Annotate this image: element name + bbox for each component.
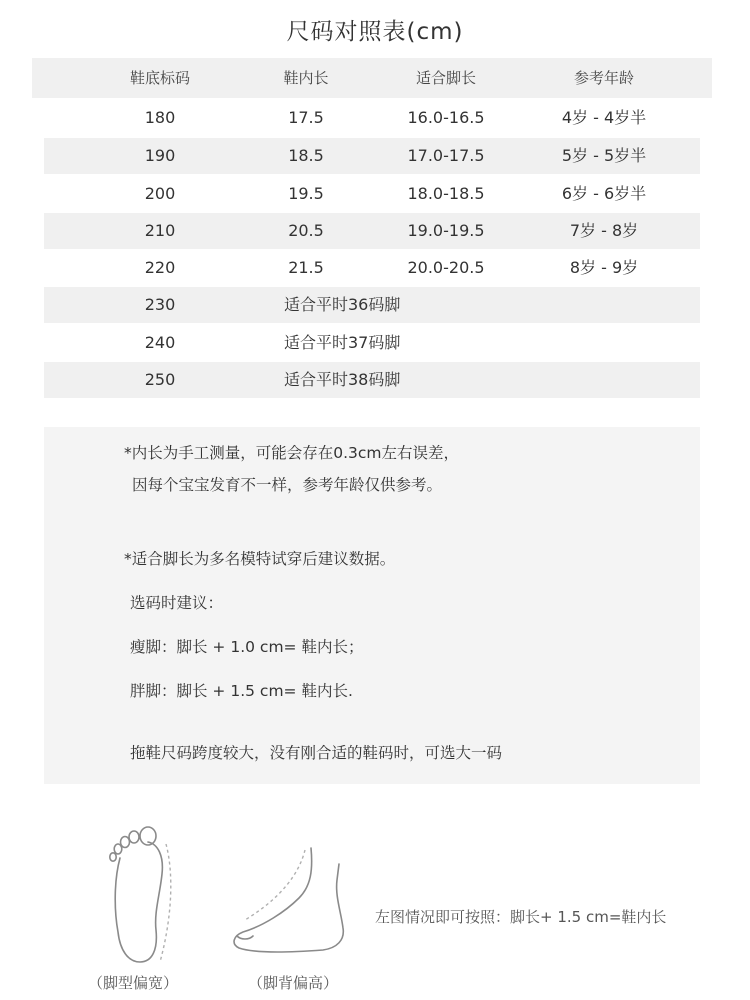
cell-code: 180 bbox=[144, 108, 176, 127]
table-row bbox=[44, 100, 700, 136]
table-row bbox=[44, 250, 700, 286]
note-measurement-error: *内长为手工测量，可能会存在0.3cm左右误差， bbox=[124, 444, 460, 462]
cell-age: 7岁 - 8岁 bbox=[569, 221, 639, 240]
cell-age: 4岁 - 4岁半 bbox=[561, 108, 647, 127]
cell-inner: 20.5 bbox=[288, 221, 324, 240]
cell-code: 230 bbox=[144, 295, 176, 314]
cell-code: 200 bbox=[144, 184, 176, 203]
cell-foot: 18.0-18.5 bbox=[407, 184, 485, 203]
cell-age: 8岁 - 9岁 bbox=[569, 258, 639, 277]
cell-inner: 18.5 bbox=[288, 146, 324, 165]
cell-age: 6岁 - 6岁半 bbox=[561, 184, 647, 203]
cell-inner: 19.5 bbox=[288, 184, 324, 203]
table-row bbox=[44, 138, 700, 174]
cell-code: 240 bbox=[144, 333, 176, 352]
cell-inner: 21.5 bbox=[288, 258, 324, 277]
cell-fit-note: 适合平时37码脚 bbox=[284, 333, 401, 352]
cell-age: 5岁 - 5岁半 bbox=[561, 146, 647, 165]
caption-high-instep: （脚背偏高） bbox=[248, 974, 339, 992]
table-row bbox=[44, 325, 700, 361]
caption-wide-foot: （脚型偏宽） bbox=[88, 974, 179, 992]
note-selection-heading: 选码时建议： bbox=[130, 594, 224, 612]
cell-foot: 20.0-20.5 bbox=[407, 258, 485, 277]
table-row bbox=[44, 362, 700, 398]
cell-fit-note: 适合平时38码脚 bbox=[284, 370, 401, 389]
notes-panel bbox=[44, 427, 700, 784]
cell-foot: 17.0-17.5 bbox=[407, 146, 485, 165]
wide-foot-sizing-note: 左图情况即可按照：脚长+ 1.5 cm=鞋内长 bbox=[375, 908, 667, 926]
wide-foot-icon bbox=[100, 822, 200, 972]
high-instep-foot-icon bbox=[225, 840, 355, 980]
table-row bbox=[44, 176, 700, 212]
header-sole-code: 鞋底标码 bbox=[129, 69, 190, 87]
note-age-reference: 因每个宝宝发育不一样，参考年龄仅供参考。 bbox=[132, 476, 443, 494]
cell-code: 210 bbox=[144, 221, 176, 240]
cell-code: 220 bbox=[144, 258, 176, 277]
note-thin-foot-rule: 瘦脚：脚长 + 1.0 cm= 鞋内长； bbox=[130, 638, 364, 656]
note-wide-foot-rule: 胖脚：脚长 + 1.5 cm= 鞋内长. bbox=[130, 682, 353, 700]
table-header-row bbox=[32, 58, 712, 98]
header-reference-age: 参考年龄 bbox=[573, 69, 634, 87]
note-foot-length-source: *适合脚长为多名模特试穿后建议数据。 bbox=[124, 550, 396, 568]
table-row bbox=[44, 213, 700, 249]
cell-inner: 17.5 bbox=[288, 108, 324, 127]
page-title: 尺码对照表(cm) bbox=[286, 19, 464, 45]
cell-foot: 19.0-19.5 bbox=[407, 221, 485, 240]
cell-code: 190 bbox=[144, 146, 176, 165]
table-row bbox=[44, 287, 700, 323]
header-foot-length: 适合脚长 bbox=[415, 69, 476, 87]
note-slipper-advice: 拖鞋尺码跨度较大，没有刚合适的鞋码时，可选大一码 bbox=[130, 744, 503, 762]
cell-fit-note: 适合平时36码脚 bbox=[284, 295, 401, 314]
cell-code: 250 bbox=[144, 370, 176, 389]
header-inner-length: 鞋内长 bbox=[283, 69, 329, 87]
cell-foot: 16.0-16.5 bbox=[407, 108, 485, 127]
